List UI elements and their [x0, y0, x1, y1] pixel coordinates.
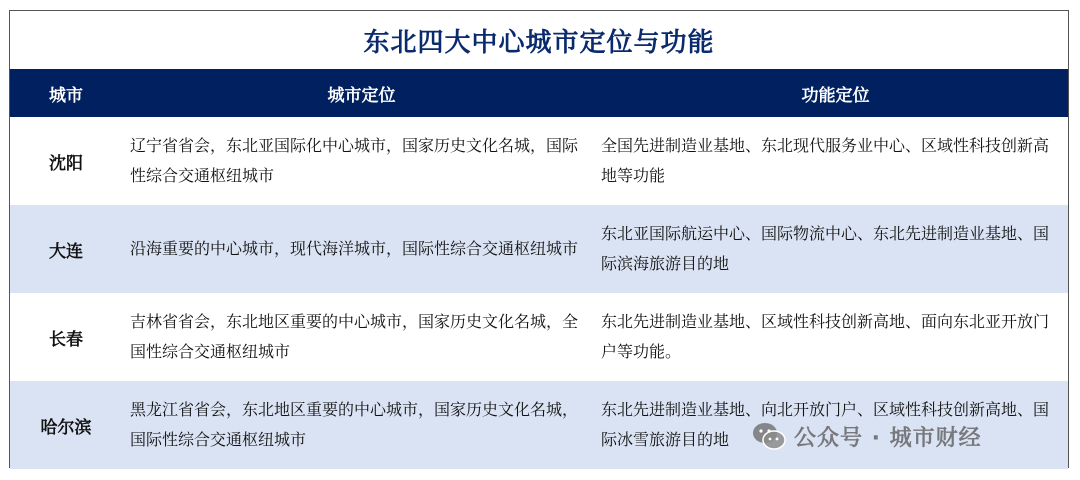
table-header — [10, 69, 1068, 117]
function-cell: 东北先进制造业基地、区域性科技创新高地、面向东北亚开放门户等功能。 — [601, 312, 1050, 361]
city-cell: 长春 — [49, 329, 83, 350]
positioning-cell: 辽宁省省会，东北亚国际化中心城市，国家历史文化名城，国际性综合交通枢纽城市 — [130, 136, 579, 185]
wechat-icon — [752, 421, 786, 451]
table-row — [10, 205, 1068, 293]
table-row — [10, 293, 1068, 381]
function-cell: 东北先进制造业基地、向北开放门户、区域性科技创新高地、国际冰雪旅游目的地 — [601, 400, 1050, 449]
positioning-cell: 黑龙江省省会，东北地区重要的中心城市，国家历史文化名城，国际性综合交通枢纽城市 — [130, 400, 579, 449]
city-cell: 大连 — [49, 241, 83, 262]
function-cell: 全国先进制造业基地、东北现代服务业中心、区域性科技创新高地等功能 — [601, 136, 1050, 185]
city-cell: 沈阳 — [49, 153, 83, 174]
table-title: 东北四大中心城市定位与功能 — [363, 27, 715, 58]
watermark-text: 公众号 · 城市财经 — [794, 425, 982, 451]
table-row — [10, 117, 1068, 205]
header-function: 功能定位 — [801, 85, 870, 106]
table-container — [9, 10, 1069, 468]
watermark — [752, 416, 982, 456]
positioning-cell: 吉林省省会，东北地区重要的中心城市，国家历史文化名城，全国性综合交通枢纽城市 — [130, 312, 579, 361]
header-positioning: 城市定位 — [327, 85, 396, 106]
positioning-cell: 沿海重要的中心城市，现代海洋城市，国际性综合交通枢纽城市 — [130, 239, 579, 258]
city-cell: 哈尔滨 — [40, 417, 92, 438]
function-cell: 东北亚国际航运中心、国际物流中心、东北先进制造业基地、国际滨海旅游目的地 — [601, 224, 1050, 273]
header-city: 城市 — [49, 85, 83, 106]
